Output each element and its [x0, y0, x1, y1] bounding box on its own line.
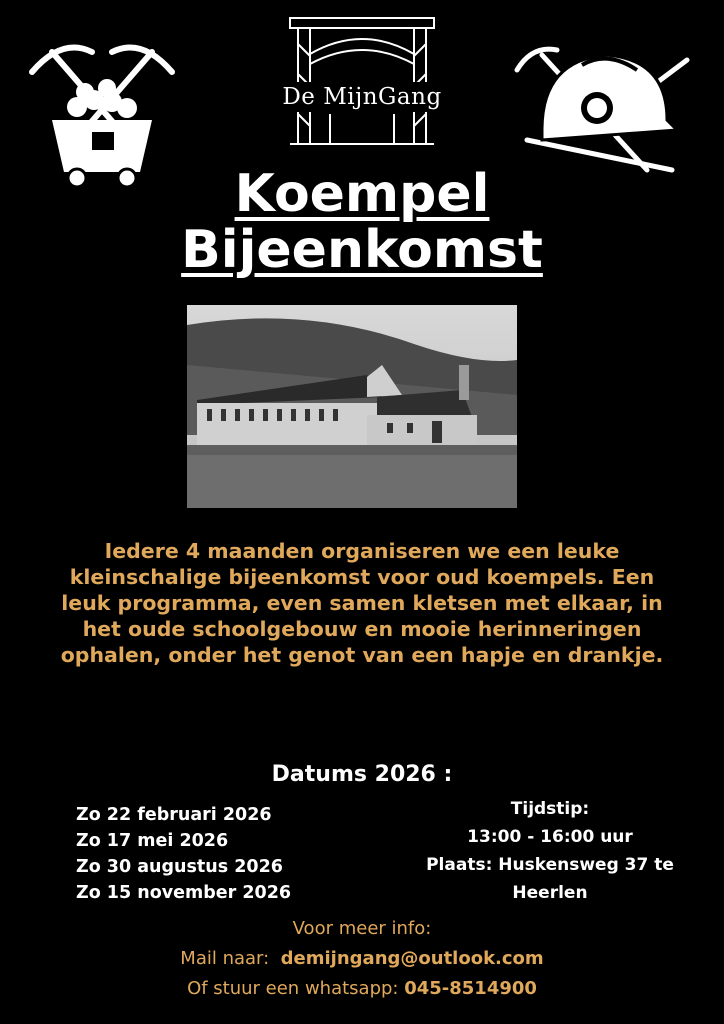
time-place-info	[400, 795, 700, 907]
title-line-1: Koempel	[234, 164, 490, 224]
description: Iedere 4 maanden organiseren we een leuke kleinschalige bijeenkomst voor oud koempels. Een leuk programma, even samen kletsen met elkaar, in het oude schoolgebouw en mooie herinneringen ophalen, onder het genot van een hapje en drankje.	[60, 539, 664, 667]
time-value: 13:00 - 16:00 uur	[467, 827, 633, 847]
logo-text: De MijnGang	[270, 82, 454, 112]
place-value: Heerlen	[512, 883, 588, 903]
email-link[interactable]: demijngang@outlook.com	[280, 948, 544, 969]
contact-intro: Voor meer info:	[292, 918, 432, 939]
contact-info	[0, 914, 724, 1004]
whatsapp-label: Of stuur een whatsapp:	[187, 978, 399, 999]
dates-heading: Datums 2026 :	[271, 762, 453, 787]
place-label: Plaats: Huskensweg 37 te	[426, 855, 674, 875]
contact-mail-line	[0, 944, 724, 974]
school-building-photo	[187, 305, 517, 508]
date-item: Zo 15 november 2026	[76, 883, 292, 903]
title-line-2: Bijeenkomst	[181, 220, 543, 280]
date-item: Zo 17 mei 2026	[76, 831, 229, 851]
contact-whatsapp-line	[0, 974, 724, 1004]
phone-number[interactable]: 045-8514900	[404, 978, 537, 999]
miner-helmet-pickaxes-icon	[497, 30, 697, 180]
dates-list	[76, 802, 396, 906]
date-item: Zo 30 augustus 2026	[76, 857, 283, 877]
mail-label: Mail naar:	[180, 948, 270, 969]
date-item: Zo 22 februari 2026	[76, 805, 272, 825]
time-label: Tijdstip:	[510, 799, 590, 819]
